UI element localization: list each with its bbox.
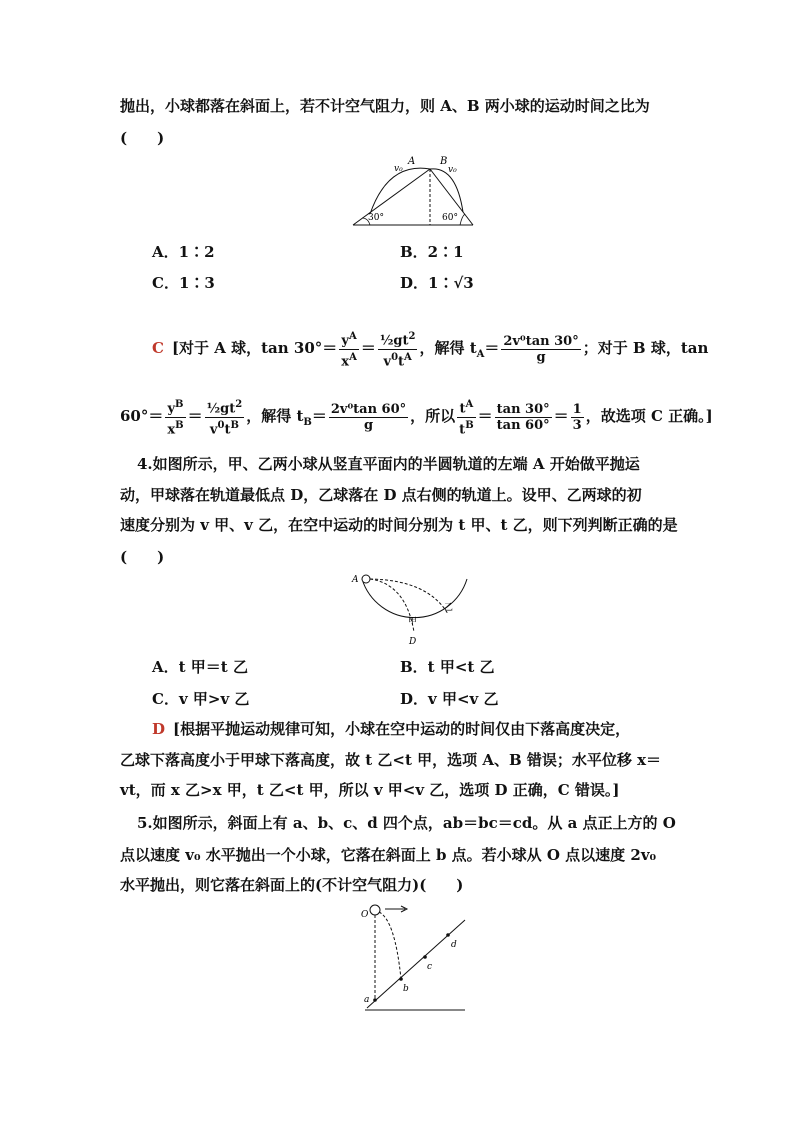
q3-option-c: C．1∶3 — [152, 274, 215, 292]
q5-stem-line3: 水平抛出，则它落在斜面上的(不计空气阻力)( ) — [120, 876, 464, 894]
q3-sol-frac-tAtB: $\frac{t^A}{t^B}$ — [459, 399, 474, 437]
q5-fig-label-d: d — [451, 940, 457, 950]
q3-fig-label-B: B — [440, 156, 448, 167]
q3-sol-part3: ；对于 B 球，tan — [582, 339, 709, 357]
q3-fig-v0-right: v₀ — [448, 165, 457, 175]
q3-stem-line1: 抛出，小球都落在斜面上，若不计空气阻力，则 A、B 两小球的运动时间之比为 — [120, 97, 650, 115]
q4-option-a: A．t 甲＝t 乙 — [152, 658, 248, 676]
q3-fig-v0-left: v₀ — [394, 164, 403, 174]
q5-stem-line2: 点以速度 v₀ 水平抛出一个小球，它落在斜面上 b 点。若小球从 O 点以速度 2v₀ — [120, 846, 657, 864]
q3-sol-part2: ，解得 t — [419, 339, 477, 357]
q3-answer-letter: C — [152, 339, 164, 357]
q4-fig-label-A: A — [352, 575, 359, 585]
q4-option-c: C．v 甲>v 乙 — [152, 690, 250, 708]
q3-sol-line2-mid: ，解得 t — [246, 407, 304, 425]
q3-sol-part1: [对于 A 球，tan 30°＝ — [171, 339, 338, 357]
q3-sol-frac-tB: $\frac{\text{2v⁰tan 60°}}{g}$ — [330, 401, 407, 433]
q4-fig-label-yi: 乙 — [444, 603, 454, 613]
q3-stem-line2: ( ) — [120, 129, 165, 147]
q5-fig-label-O: O — [361, 910, 369, 920]
q4-fig-label-D: D — [409, 637, 417, 647]
q3-fig-angle-30: 30° — [368, 213, 384, 223]
q4-stem-line2: 动，甲球落在轨道最低点 D，乙球落在 D 点右侧的轨道上。设甲、乙两球的初 — [120, 486, 642, 504]
q5-fig-label-a: a — [364, 995, 370, 1005]
q3-option-a: A．1∶2 — [152, 243, 215, 261]
q3-sol-frac-gtB: $\frac{\frac{1}{2}gt^2}{v^0t^B}$ — [206, 399, 243, 437]
q3-incline-figure — [348, 152, 478, 230]
q4-solution-line1 — [152, 718, 712, 740]
q4-option-b: B．t 甲<t 乙 — [400, 658, 495, 676]
q5-stem-line1: 5.如图所示，斜面上有 a、b、c、d 四个点，ab＝bc＝cd。从 a 点正上方的 O — [137, 814, 676, 832]
q4-stem-line3: 速度分别为 v 甲、v 乙，在空中运动的时间分别为 t 甲、t 乙，则下列判断正确的是 — [120, 516, 678, 534]
q3-sol-frac-third: $\frac{1}{3}$ — [572, 401, 582, 433]
q3-sol-line2-prefix: 60°＝ — [120, 407, 164, 425]
q3-sol-line2-end: ，故选项 C 正确。] — [585, 407, 713, 425]
q3-sol-frac-tA: $\frac{\text{2v⁰tan 30°}}{g}$ — [503, 333, 579, 365]
q3-sol-frac-gt: $\frac{\frac{1}{2}gt^2}{v^0t^A}$ — [379, 331, 416, 369]
q3-solution-line2: 60°＝ $\frac{y^B}{x^B}$ ＝ $\frac{\frac{1}{2}gt^2}{v^0t^B}$ ，解得 $t_B=$ $\frac{\text{2v⁰tan 60°}}{g}$ ，所以 $\frac{t^A}{t^B}$ ＝ $\frac{\tan 30^\circ}{\tan 60^\circ}$ ＝ $\frac{1}{3}$ ，故选项 C 正确。] — [120, 399, 713, 437]
q3-solution-line1: C [对于 A 球，tan 30°＝ $\frac{y^A}{x^A}$ ＝ $\frac{\frac{1}{2}gt^2}{v^0t^A}$ ，解得 $t_A=$ $\frac{\text{2v⁰tan 30°}}{g}$ ；对于 B 球，tan — [152, 331, 709, 369]
q4-semicircle-figure — [348, 570, 474, 650]
q4-fig-label-jia: 甲 — [408, 617, 418, 627]
q3-fig-label-A: A — [408, 156, 416, 167]
q5-fig-label-c: c — [427, 962, 433, 972]
q4-answer-letter: D — [152, 720, 166, 738]
q4-stem-line1: 4.如图所示，甲、乙两小球从竖直平面内的半圆轨道的左端 A 开始做平抛运 — [137, 455, 640, 473]
q3-option-b: B．2∶1 — [400, 243, 464, 261]
q4-solution-line2: 乙球下落高度小于甲球下落高度，故 t 乙<t 甲，选项 A、B 错误；水平位移 x＝ — [120, 751, 662, 769]
q4-sol-line1-text: [根据平抛运动规律可知，小球在空中运动的时间仅由下落高度决定， — [173, 720, 631, 738]
q4-option-d: D．v 甲<v 乙 — [400, 690, 499, 708]
q4-solution-line3: vt，而 x 乙>x 甲，t 乙<t 甲，所以 v 甲<v 乙，选项 D 正确，C 错误。] — [120, 781, 620, 799]
q4-stem-line4: ( ) — [120, 548, 165, 566]
q3-sol-frac-tan: $\frac{\tan 30^\circ}{\tan 60^\circ}$ — [496, 401, 550, 433]
q3-sol-line2-mid2: ，所以 — [410, 407, 456, 425]
q5-incline-figure — [355, 900, 470, 1015]
q5-fig-label-b: b — [403, 984, 409, 994]
q3-sol-frac-yx: $\frac{y^A}{x^A}$ — [341, 331, 357, 369]
q3-fig-angle-60: 60° — [442, 213, 458, 223]
q3-option-d: D．1∶√3 — [400, 274, 474, 292]
q3-sol-frac-yxB: $\frac{y^B}{x^B}$ — [167, 399, 184, 437]
